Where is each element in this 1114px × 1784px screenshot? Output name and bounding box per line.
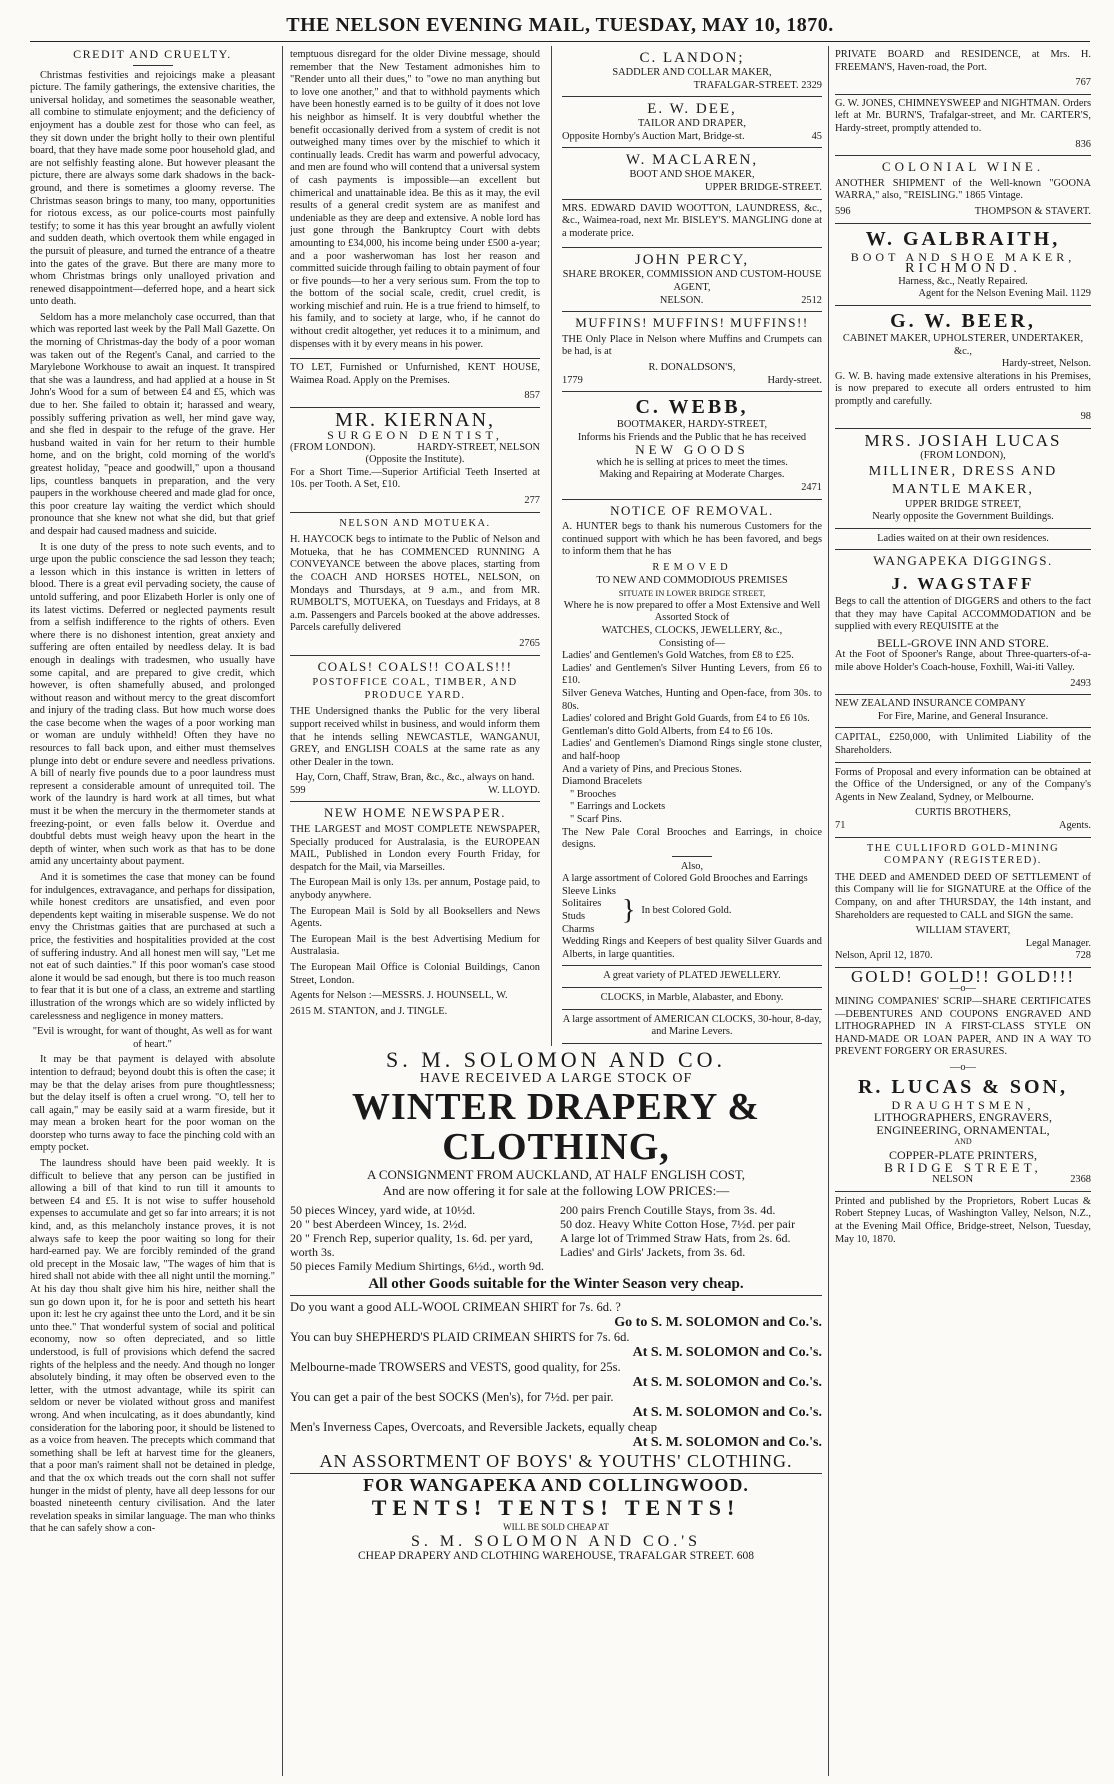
- price-item: 50 pieces Family Medium Shirtings, 6½d., worth 9d.: [290, 1258, 544, 1273]
- ad-landon: C. LANDON; SADDLER AND COLLAR MAKER, TRAFALGAR-STREET. 2329: [562, 46, 822, 97]
- ad-european-mail: NEW HOME NEWSPAPER. THE LARGEST and MOST COMPLETE NEWSPAPER, Specially produced for Australasia, is the EUROPEAN MAIL, Published in London every Fourth Friday, for despatch for the Mail, via Marseilles. The European Mail is only 13s. per annum, Postage paid, to anybody anywhere. The European Mail is Sold by all Booksellers and News Agents. The European Mail is the best Advertising Medium for Australasia. The European Mail Office is Colonial Buildings, Canon Street, London. Agents for Nelson :—MESSRS. J. HOUNSELL, W. 2615 M. STANTON, and J. TINGLE.: [290, 805, 540, 1017]
- list-item: " Scarf Pins.: [570, 813, 622, 825]
- price-item: 50 pieces Wincey, yard wide, at 10½d.: [290, 1202, 476, 1217]
- ad-dee: E. W. DEE, TAILOR AND DRAPER, Opposite Hornby's Auction Mart, Bridge-st. 45: [562, 97, 822, 148]
- ad-percy: JOHN PERCY, SHARE BROKER, COMMISSION AND CUSTOM-HOUSE AGENT, NELSON. 2512: [562, 248, 822, 312]
- ad-jones: G. W. JONES, CHIMNEYSWEEP and NIGHTMAN. Orders left at Mr. BURN'S, Trafalgar-street, and Mr. CARTER'S, Hardy-street, promptly attended to. 836: [835, 95, 1091, 156]
- ad-motueka: NELSON AND MOTUEKA. H. HAYCOCK begs to intimate to the Public of Nelson and Motueka, that he has COMMENCED RUNNING A CONVEYANCE between the above places, starting from the COACH AND HORSES HOTEL, NELSON, on Mondays and Thursdays, at 9 a.m., and from MR. RUMBOLT'S, MOTUEKA, on Tuesdays and Fridays, at 8 a.m. Passengers and Parcels booked at the above addresses. Parcels carefully delivered 2765: [290, 513, 540, 656]
- ad-colonial-wine: COLONIAL WINE. ANOTHER SHIPMENT of the Well-known "GOONA WARRA," also, "REISLING." 1865 Vintage. 596 THOMPSON & STAVERT.: [835, 156, 1091, 223]
- price-item: 20 " French Rep, superior quality, 1s. 6d. per yard, worth 3s.: [290, 1230, 533, 1259]
- ad-wootton: MRS. EDWARD DAVID WOOTTON, LAUNDRESS, &c., &c., Waimea-road, next Mr. BISLEY'S. MANGLING done at a moderate price.: [562, 200, 822, 249]
- ad-coals: COALS! COALS!! COALS!!! POSTOFFICE COAL, TIMBER, AND PRODUCE YARD. THE Undersigned thanks the Public for the very liberal support received whilst in business, and would inform them that he intends selling NEWCASTLE, WANGANUI, GREY, and ENGLISH COALS at the same rate as any other Dealer in the town. Hay, Corn, Chaff, Straw, Bran, &c., &c., always on hand. 599 W. LLOYD.: [290, 656, 540, 803]
- editorial-paragraph: Christmas festivities and rejoicings make a pleasant picture. The family gatherings, the extensive charities, the universal holiday, and sometimes the seasonable weather, all combine to stimulate enjoyment; and the deficiency of enjoyment has a double zest for those who can feel, as they sit down under the bright holly to their own plentiful board, that they have made some poor household glad, and are not selfishly feasting alone. But however pleasant the picture, there are always some dark shadows in the back-ground, and there is sometimes a gloomy reverse. The Christmas season brings to many, too many, opportunities for riotous excess, as our police-courts most painfully testify; to some it has this year brought an awfully violent and sudden death, which overtook them while engaged in the pursuit of pleasure, and turned the entrance of a theatre into the gates of the grave. But there are many more to whom Christmas brings only unalloyed privation and renewed disappointment—deferred hope, and a heart sick unto death.: [30, 69, 275, 308]
- offer-list: Do you want a good ALL-WOOL CRIMEAN SHIRT for 7s. 6d. ? Go to S. M. SOLOMON and Co.'s. You can buy SHEPHERD'S PLAID CRIMEAN SHIRTS for 7s. 6d. At S. M. SOLOMON and Co.'s. Melbourne-made TROWSERS and VESTS, good quality, for 25s. At S. M. SOLOMON and Co.'s. You can get a pair of the best SOCKS (Men's), for 7½d. per pair. At S. M. SOLOMON and Co.'s. Men's Inverness Capes, Overcoats, and Reversible Jackets, equally cheap At S. M. SOLOMON and Co.'s.: [290, 1300, 822, 1450]
- price-item: 200 pairs French Coutille Stays, from 3s. 4d.: [560, 1202, 776, 1217]
- list-item: Diamond Bracelets: [562, 776, 642, 788]
- jewellery-list: [562, 650, 822, 852]
- list-item: " Earrings and Lockets: [570, 801, 666, 813]
- ad-private-board: PRIVATE BOARD and RESIDENCE, at Mrs. H. FREEMAN'S, Haven-road, the Port. 767: [835, 46, 1091, 95]
- editorial-continuation: temptuous disregard for the older Divine message, should remember that the New Testament admonishes him to "Render unto all their dues," to "owe no man anything but to love one another," and that to withhold payments which have been honestly earned is to be guilty of it does not love his neighbor as himself. It is very doubtful whether the benefit occasionally derived from a system of credit is not outweighed many times over by the mischief to which it continually leads. Credit has warm and powerful advocacy, and men are found who will contend that a universal system of cash payments is impossible—an excellent but chimerical and unattainable idea. Be this as it may, the evil results of a general credit system are as manifest and undeniable as they are deep and extensive. A noble lord has just gone through the Bankruptcy Court with debts amounting to £34,000, his income being under £500 a-year; and a poor washerwoman has lost her reason and committed suicide through failing to obtain payment of four or five pounds—to her a very serious sum. From the top to the bottom of the social scale, credit, cruel credit, is working mischief and ruin. He is a true friend to himself, to his family, and to society at large, who, if he cannot do without credit altogether, yet reduces it to a minimum, and dispenses with it by every means in his power.: [290, 46, 540, 359]
- editorial-paragraph: Seldom has a more melancholy case occurred, than that which was reported last week by the Pall Mall Gazette. On the morning of Christmas-day the body of a poor woman was taken out of the Regent's Canal, and carried to the Marylebone Workhouse to await an inquest. It transpired that she was a laundress, and had applied at a house in St John's Wood for a sum of between £4 and £5, which was due to her. She failed to obtain it; harassed and weary, possibly suffering privation as well, her mind gave way, and she fled in despair to the refuge of the grave. Her husband waited in vain for her return to their humble home, and on the bright, cold morning of the world's greatest holiday, "peace and goodwill," upon a thousand lips, countless banquets in preparation, and the very paupers in the workhouse cheered and made glad for once, this poor creature lay waiting the verdict which should pronounce that she knew not what she did, but that grief and despair had caused madness and suicide.: [30, 311, 275, 537]
- divider: [133, 65, 173, 66]
- editorial-paragraph: The laundress should have been paid weekly. It is difficult to believe that any person can be justified in allowing a bill of that kind to run till it amounts to between £4 and £5. It is not wise to suffer household expenses to accumulate and get so far into arrears; it is not kind, and, as this melancholy instance proves, it is not always safe to keep the poor waiting so long for their hard-earned pay. We are forcibly reminded of the grand old precept in the Mosaic law, "The wages of him that is hired shall not abide with thee all night until the morning." At his day thou shalt give him his hire, neither shall the sun go down upon it, for he is poor and setteth his heart upon it: lest he cry against thee unto the Lord, and it be sin unto thee." That wonderful system of social and political economy, now so often depreciated, and so little understood, is full of provisions which defend the sacred rights of the helpless and the needy. And though no longer absolutely binding, it may often be observed even to the letter, with the utmost advantage, while its spirit can seldom or never be violated without gross and manifest wrong. And when inculcating, as it does abundantly, kind consideration for the laboring poor, it should be listened to as a voice from heaven. The precepts which command that something shall be left at harvest time for the gleaners, that a poor man's raiment shall not be detained in pledge, and that the ox which treads out the corn shall not suffer hunger in the midst of plenty, have all deep lessons for our boasted nineteenth century civilisation. And the later revelation speaks in similar language. The man who thinks that he can safely show a con-: [30, 1158, 275, 1535]
- ad-muffins: MUFFINS! MUFFINS! MUFFINS!! THE Only Place in Nelson where Muffins and Crumpets can be had, is at R. DONALDSON'S, 1779 Hardy-street.: [562, 312, 822, 392]
- column-four: [835, 46, 1091, 1776]
- list-item: Ladies' colored and Bright Gold Guards, from £4 to £6 10s.: [562, 713, 810, 725]
- ad-to-let: TO LET, Furnished or Unfurnished, KENT HOUSE, Waimea Road. Apply on the Premises. 857: [290, 359, 540, 408]
- list-item: And a variety of Pins, and Precious Stones.: [562, 763, 742, 775]
- ad-maclaren: W. MACLAREN, BOOT AND SHOE MAKER, UPPER BRIDGE-STREET.: [562, 148, 822, 199]
- column-three: [562, 46, 822, 1046]
- editorial-quote: "Evil is wrought, for want of thought, As well as for want of heart.": [32, 1026, 273, 1050]
- masthead: THE NELSON EVENING MAIL, TUESDAY, MAY 10, 1870.: [30, 14, 1090, 42]
- ad-insurance: NEW ZEALAND INSURANCE COMPANY For Fire, Marine, and General Insurance. CAPITAL, £250,000, with Unlimited Liability of the Shareholders. Forms of Proposal and every information can be obtained at the Office of the Undersigned, or any of the Company's Agents in New Zealand, Sydney, or Melbourne. CURTIS BROTHERS, 71 Agents.: [835, 695, 1091, 837]
- ad-galbraith: W. GALBRAITH, BOOT AND SHOE MAKER, RICHMOND. Harness, &c., Neatly Repaired. Agent for the Nelson Evening Mail. 1129: [835, 224, 1091, 306]
- column-editorial: [30, 46, 275, 1776]
- ad-webb: C. WEBB, BOOTMAKER, HARDY-STREET, Informs his Friends and the Public that he has received NEW GOODS which he is selling at prices to meet the times. Making and Repairing at Moderate Charges. 2471: [562, 392, 822, 500]
- price-item: Ladies' and Girls' Jackets, from 3s. 6d.: [560, 1244, 746, 1259]
- list-item: Ladies' and Gentlemen's Gold Watches, from £8 to £25.: [562, 650, 794, 662]
- list-item: Ladies' and Gentlemen's Silver Hunting Levers, from £6 to £10.: [562, 662, 822, 687]
- ad-mrs-lucas: MRS. JOSIAH LUCAS (FROM LONDON), MILLINER, DRESS AND MANTLE MAKER, UPPER BRIDGE STREET, Nearly opposite the Government Buildings. Ladies waited on at their own residences.: [835, 429, 1091, 550]
- column-rule: [282, 46, 283, 1776]
- editorial-paragraph: It may be that payment is delayed with absolute intention to defraud; beyond doubt this is often the case; it may be that the delay arises from pure thoughtlessness; but the delay itself is often a cruel wrong. "O, tell her to call again," may be easily said at a warm fireside, but it may mean a broken heart for the poor woman on the doorstep who turns away to face the pinching cold with an empty pocket.: [30, 1054, 275, 1154]
- imprint: Printed and published by the Proprietors, Robert Lucas & Robert Stepney Lucas, of Washington Valley, Nelson, N.Z., at the Evening Mail Office, Bridge-street, Nelson, Tuesday, May 10, 1870.: [835, 1195, 1091, 1245]
- price-item: 50 doz. Heavy White Cotton Hose, 7½d. per pair: [560, 1216, 796, 1231]
- ad-kiernan: MR. KIERNAN, SURGEON DENTIST, (FROM LONDON). HARDY-STREET, NELSON (Opposite the Institute). For a Short Time.—Superior Artificial Teeth Inserted at 10s. per Tooth. A Set, £10. 277: [290, 408, 540, 513]
- price-item: A large lot of Trimmed Straw Hats, from 2s. 6d.: [560, 1230, 791, 1245]
- list-item: Gentleman's ditto Gold Alberts, from £4 to £6 10s.: [562, 725, 773, 737]
- list-item: The New Pale Coral Brooches and Earrings, in choice designs.: [562, 826, 822, 851]
- ad-gold: GOLD! GOLD!! GOLD!!! —o— MINING COMPANIES' SCRIP—SHARE CERTIFICATES—DEBENTURES AND COUPONS ENGRAVED AND LITHOGRAPHED IN A FIRST-CLASS STYLE ON HAND-MADE OR LOAN PAPER, AND IN A WAY TO PREVENT FORGERY OR ERASURES. —o— R. LUCAS & SON, DRAUGHTSMEN, LITHOGRAPHERS, ENGRAVERS, ENGINEERING, ORNAMENTAL, AND COPPER-PLATE PRINTERS, BRIDGE STREET, NELSON 2368: [835, 968, 1091, 1192]
- list-item: " Brooches: [570, 788, 617, 800]
- editorial-paragraph: It is one duty of the press to note such events, and to urge upon the public conscience the sad lesson they teach; a lesson which in this instance is written in letters of blood. There is a great evil pervading society, the cause of untold suffering, and poor Elizabeth Horler is only one of its latest victims. Deferred or neglected payments result from a selfish indifference to the rights of others. Even where there is no dishonest intention, great anxiety and suffering are often entailed by needless delay. It is bad enough in dealings with tradesmen, who usually have some capital, and are prepared to give credit, which however, is often shamefully abused, and prolonged without reason and without mercy to the great discomfort and injury of the trading class. But how much worse does the case become when the wages of a poor working man or woman are unduly withheld! Often they have no resources to fall back upon, and either must themselves plunge into debt or endure severe and needless privations. A bill of nearly five pounds due to a poor laundress must represent a considerable amount of unrequited toil. The work of the laundry is hard work at all times, but what must it be when the mercury in the thermometer stands at freezing-point, or even falls below it. Overdue and doubtful debts must weigh heavy upon the heart in the depth of winter, when such work as that has to be done amid any uncertainty about payment.: [30, 541, 275, 868]
- ad-beer: G. W. BEER, CABINET MAKER, UPHOLSTERER, UNDERTAKER, &c., Hardy-street, Nelson. G. W. B. having made extensive alterations in his Premises, is now prepared to execute all orders entrusted to him promptly and carefully. 98: [835, 306, 1091, 429]
- ad-solomon: S. M. SOLOMON AND CO. HAVE RECEIVED A LARGE STOCK OF WINTER DRAPERY & CLOTHING, A CONSIGNMENT FROM AUCKLAND, AT HALF ENGLISH COST, And are now offering it for sale at the following LOW PRICES:— 50 pieces Wincey, yard wide, at 10½d. 20 " best Aberdeen Wincey, 1s. 2½d. 20 " French Rep, superior quality, 1s. 6d. per yard, worth 3s. 50 pieces Family Medium Shirtings, 6½d., worth 9d. 200 pairs French Coutille Stays, from 3s. 4d. 50 doz. Heavy White Cotton Hose, 7½d. per pair A large lot of Trimmed Straw Hats, from 2s. 6d. Ladies' and Girls' Jackets, from 3s. 6d. All other Goods suitable for the Winter Season very cheap. Do you want a good ALL-WOOL CRIMEAN SHIRT for 7s. 6d. ? Go to S. M. SOLOMON and Co.'s. You can buy SHEPHERD'S PLAID CRIMEAN SHIRTS for 7s. 6d. At S. M. SOLOMON and Co.'s. Melbourne-made TROWSERS and VESTS, good quality, for 25s. At S. M. SOLOMON and Co.'s. You can get a pair of the best SOCKS (Men's), for 7½d. per pair. At S. M. SOLOMON and Co.'s. Men's Inverness Capes, Overcoats, and Reversible Jackets, equally cheap At S. M. SOLOMON and Co.'s. AN ASSORTMENT OF BOYS' & YOUTHS' CLOTHING. FOR WANGAPEKA AND COLLINGWOOD. TENTS! TENTS! TENTS! WILL BE SOLD CHEAP AT S. M. SOLOMON AND CO.'S CHEAP DRAPERY AND CLOTHING WAREHOUSE, TRAFALGAR STREET. 608: [290, 1048, 822, 1562]
- column-two: [290, 46, 540, 1046]
- price-item: 20 " best Aberdeen Wincey, 1s. 2½d.: [290, 1216, 467, 1231]
- ad-removal: NOTICE OF REMOVAL. A. HUNTER begs to thank his numerous Customers for the continued support with which he has been favored, and begs to inform them that he has REMOVED TO NEW AND COMMODIOUS PREMISES SITUATE IN LOWER BRIDGE STREET, Where he is now prepared to offer a Most Extensive and Well Assorted Stock of WATCHES, CLOCKS, JEWELLERY, &c., Consisting of— Ladies' and Gentlemen's Gold Watches, from £8 to £25. Ladies' and Gentlemen's Silver Hunting Levers, from £6 to £10. Silver Geneva Watches, Hunting and Open-face, from 30s. to 80s. Ladies' colored and Bright Gold Guards, from £4 to £6 10s. Gentleman's ditto Gold Alberts, from £4 to £6 10s. Ladies' and Gentlemen's Diamond Rings single stone cluster, and half-hoop And a variety of Pins, and Precious Stones. Diamond Bracelets " Brooches " Earrings and Lockets " Scarf Pins. The New Pale Coral Brooches and Earrings, in choice designs. Also, A large assortment of Colored Gold Brooches and Earrings Sleeve Links Solitaires Studs Charms } In best Colored Gold. Wedding Rings and Keepers of best quality Silver Guards and Alberts, in large quantities. A great variety of PLATED JEWELLERY. CLOCKS, in Marble, Alabaster, and Ebony. A large assortment of AMERICAN CLOCKS, 30-hour, 8-day, and Marine Levers.: [562, 500, 822, 1046]
- column-rule: [828, 46, 829, 1776]
- column-rule: [551, 46, 552, 1046]
- list-item: Ladies' and Gentlemen's Diamond Rings single stone cluster, and half-hoop: [562, 738, 822, 762]
- ad-culliford: THE CULLIFORD GOLD-MINING COMPANY (REGISTERED). THE DEED and AMENDED DEED OF SETTLEMENT of this Company will lie for SIGNATURE at the Office of the Company, on and after THURSDAY, the 14th instant, and Shareholders are requested to CALL and SIGN the same. WILLIAM STAVERT, Legal Manager. Nelson, April 12, 1870. 728: [835, 838, 1091, 968]
- editorial-heading: CREDIT AND CRUELTY.: [73, 47, 232, 61]
- ad-wangapeka: WANGAPEKA DIGGINGS. J. WAGSTAFF Begs to call the attention of DIGGERS and others to the fact that they may have Capital ACCOMMODATION and be supplied with every REQUISITE at the BELL-GROVE INN AND STORE. At the Foot of Spooner's Range, about Three-quarters-of-a-mile above Holder's Coach-house, Foxhill, Wai-iti Valley. 2493: [835, 550, 1091, 695]
- editorial-paragraph: And it is sometimes the case that money can be found for indulgences, extravagance, and perhaps for dissipation, while honest creditors are unsatisfied, and even poor dependents kept waiting in miserable suspense. We do not envy the Christmas gaities that are purchased at such a price, the festivities and hospitalities provided at the cost of suffering industry. And all honest men will say, "Let me not eat of such dainties." If this poor woman's case stood alone it would be sad enough, but there is too much reason to fear that it is but one of a class, an extreme and startling illustration of the wrongs which are so widely inflicted by carelessness and negligence in money matters.: [30, 872, 275, 1022]
- list-item: Silver Geneva Watches, Hunting and Open-face, from 30s. to 80s.: [562, 687, 822, 712]
